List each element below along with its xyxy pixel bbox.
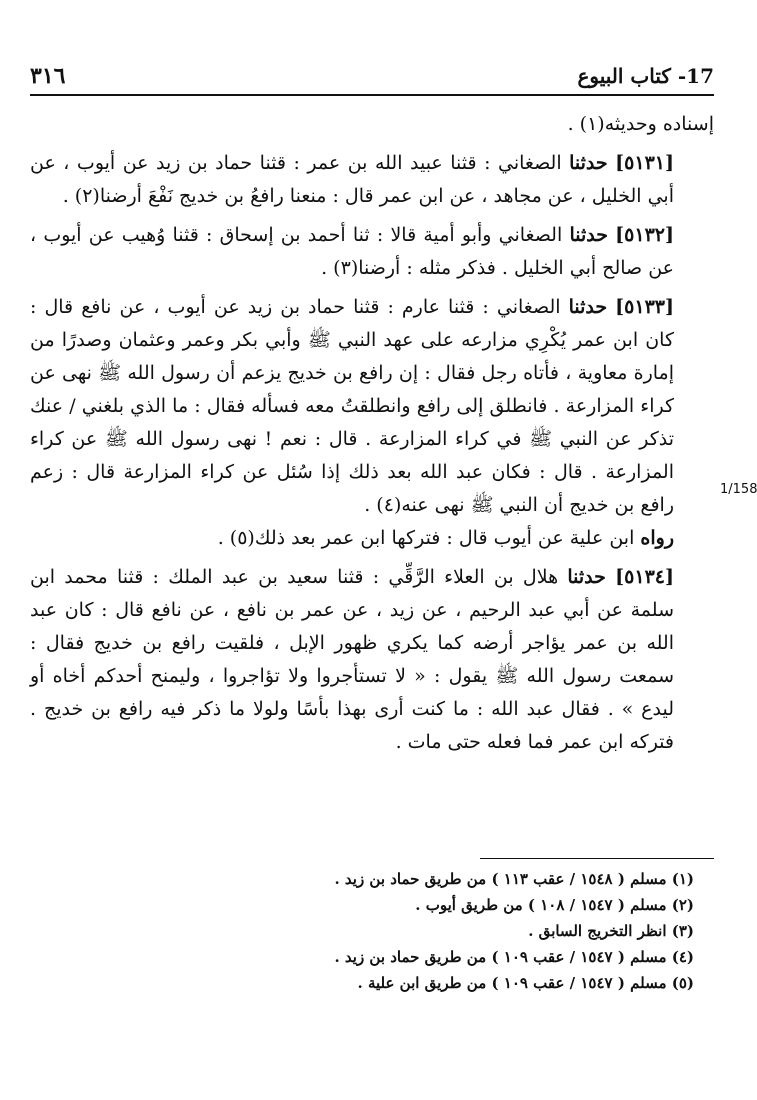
hadith-number: [٥١٣١]	[615, 152, 674, 174]
hadith-keyword: حدثنا	[568, 296, 608, 318]
hadith-5134	[30, 561, 714, 759]
narration-note	[30, 522, 714, 555]
footnote-divider	[480, 858, 714, 859]
hadith-number: [٥١٣٢]	[615, 224, 674, 246]
hadith-number: [٥١٣٣]	[615, 296, 674, 318]
footnote-1: (١) مسلم ( ١٥٤٨ / عقب ١١٣ ) من طريق حماد بن زيد .	[334, 870, 694, 888]
footnote-3: (٣) انظر التخريج السابق .	[528, 922, 694, 940]
hadith-keyword: حدثنا	[569, 224, 608, 246]
hadith-text: الصغاني : قثنا عبيد الله بن عمر : قثنا حماد بن زيد عن أيوب ، عن أبي الخليل ، عن مجاهد ، عن ابن عمر قال : منعنا رافعُ بن خديج نَفْعَ أرضنا(٢) .	[30, 152, 674, 207]
page-number: ٣١٦	[30, 63, 66, 89]
hadith-text: الصغاني : قثنا عارم : قثنا حماد بن زيد عن أيوب ، عن نافع قال : كان ابن عمر يُكْرِي مزارعه على عهد النبي ﷺ وأبي بكر وعمر وعثمان وصدرًا من إمارة معاوية ، فأتاه رجل فقال : إن رافع بن خديج يزعم أن رسول الله ﷺ نهى عن كراء المزارعة . فانطلق إلى رافع وانطلقتُ معه فسأله فقال : ما الذي بلغني / عنك تذكر عن النبي ﷺ في كراء المزارعة . قال : نعم ! نهى رسول الله ﷺ عن كراء المزارعة . قال : فكان عبد الله بعد ذلك إذا سُئل عن كراء المزارعة قال : زعم رافع بن خديج أن النبي ﷺ نهى عنه(٤) .	[30, 296, 674, 516]
hadith-number: [٥١٣٤]	[615, 566, 674, 588]
document-page	[30, 0, 757, 1100]
hadith-keyword: حدثنا	[567, 566, 606, 588]
main-text	[30, 108, 714, 759]
paragraph-continuation: إسناده وحديثه(١) .	[567, 113, 714, 135]
footnote-5: (٥) مسلم ( ١٥٤٧ / عقب ١٠٩ ) من طريق ابن علية .	[357, 974, 694, 992]
margin-reference: 1/158	[720, 482, 757, 497]
footnote-2: (٢) مسلم ( ١٥٤٧ / ١٠٨ ) من طريق أيوب .	[415, 896, 694, 914]
hadith-5133	[30, 291, 714, 522]
hadith-text: الصغاني وأبو أمية قالا : ثنا أحمد بن إسحاق : قثنا وُهيب عن أيوب ، عن صالح أبي الخليل . فذكر مثله : أرضنا(٣) .	[30, 224, 674, 279]
footnotes	[30, 866, 694, 996]
footnote-4: (٤) مسلم ( ١٥٤٧ / عقب ١٠٩ ) من طريق حماد بن زيد .	[334, 948, 694, 966]
hadith-keyword: حدثنا	[569, 152, 608, 174]
narration-keyword: رواه	[640, 527, 674, 549]
hadith-5131	[30, 147, 714, 213]
hadith-5132	[30, 219, 714, 285]
page-header	[30, 58, 714, 96]
narration-text: ابن علية عن أيوب قال : فتركها ابن عمر بعد ذلك(٥) .	[217, 527, 635, 549]
running-title: 17- كتاب البيوع	[577, 64, 714, 88]
hadith-text: هلال بن العلاء الرَّقِّي : قثنا سعيد بن عبد الملك : قثنا محمد ابن سلمة عن أبي عبد الرحيم ، عن زيد ، عن عمر بن نافع ، عن نافع قال : كان عبد الله بن عمر يؤاجر أرضه كما يكري ظهور الإبل ، فلقيت رافع بن خديج فقال : سمعت رسول الله ﷺ يقول : « لا تستأجروا ولا تؤاجروا ، وليمنح أحدكم أخاه أو ليدع » . فقال عبد الله : ما كنت أرى بهذا بأسًا ولولا ما ذكر فيه رافع بن خديج . فتركه ابن عمر فما فعله حتى مات .	[30, 566, 674, 753]
